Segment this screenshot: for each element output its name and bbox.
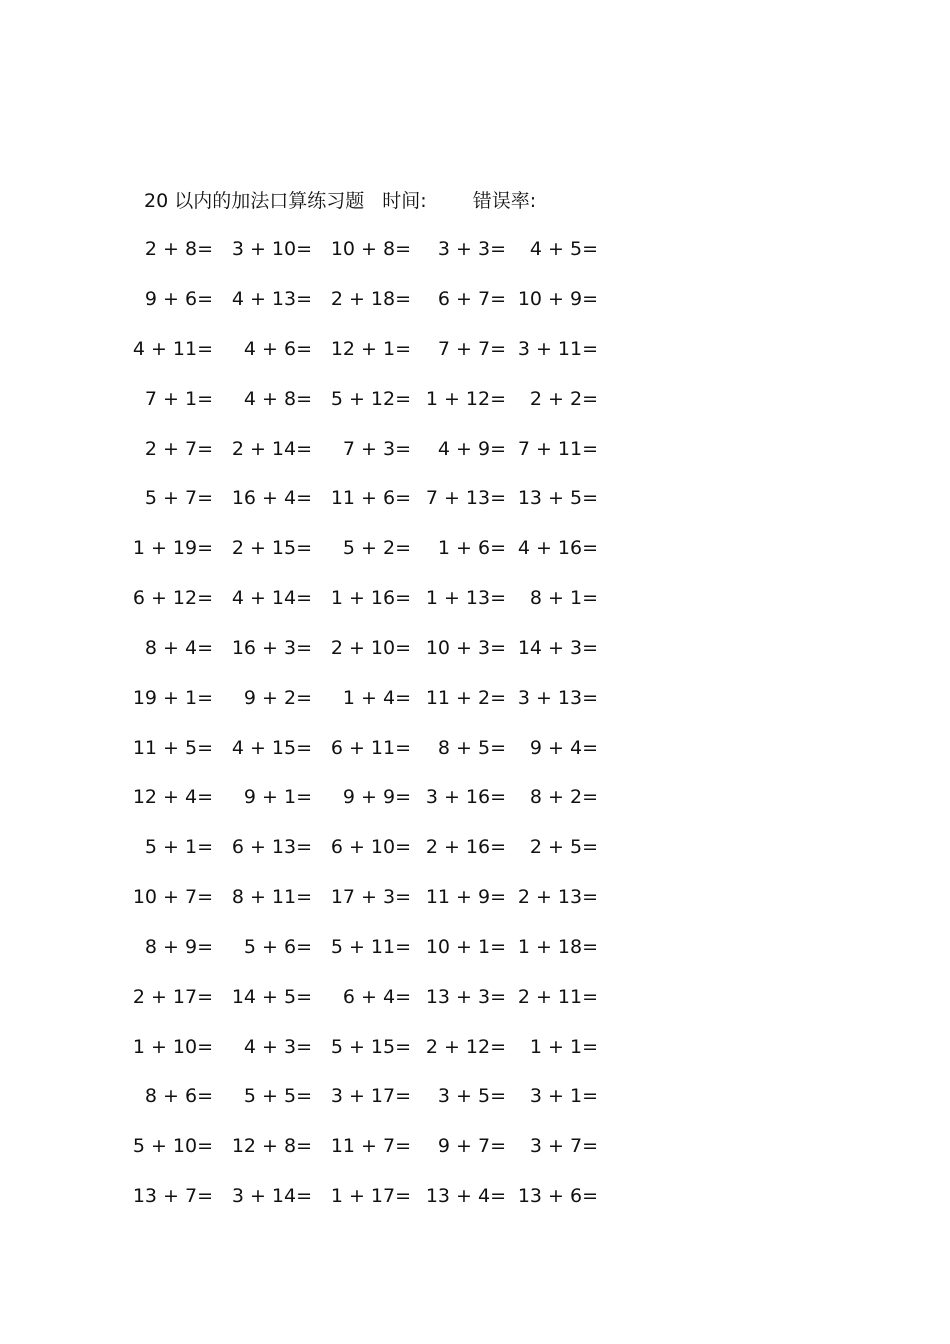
problem-item: 2 + 5= — [529, 836, 598, 858]
problem-item: 9 + 2= — [243, 687, 312, 709]
problem-item: 1 + 19= — [132, 537, 213, 559]
problem-item: 1 + 18= — [517, 936, 598, 958]
problem-item: 12 + 1= — [330, 338, 411, 360]
problem-item: 9 + 9= — [342, 786, 411, 808]
problem-item: 8 + 9= — [144, 936, 213, 958]
error-rate-label: 错误率: — [472, 190, 537, 212]
problem-row — [0, 1131, 950, 1161]
problem-row — [0, 1032, 950, 1062]
problem-item: 3 + 1= — [529, 1085, 598, 1107]
problem-item: 3 + 10= — [231, 238, 312, 260]
problem-item: 13 + 3= — [425, 986, 506, 1008]
problem-item: 3 + 3= — [437, 238, 506, 260]
problem-item: 4 + 11= — [132, 338, 213, 360]
problem-item: 3 + 13= — [517, 687, 598, 709]
problem-item: 16 + 4= — [231, 487, 312, 509]
problem-item: 4 + 14= — [231, 587, 312, 609]
problem-item: 10 + 3= — [425, 637, 506, 659]
problem-item: 2 + 10= — [330, 637, 411, 659]
time-label: 时间: — [382, 190, 427, 212]
problem-item: 1 + 6= — [437, 537, 506, 559]
problem-item: 2 + 2= — [529, 388, 598, 410]
problem-row — [0, 683, 950, 713]
problem-row — [0, 284, 950, 314]
problem-item: 3 + 5= — [437, 1085, 506, 1107]
problem-item: 17 + 3= — [330, 886, 411, 908]
problem-item: 8 + 4= — [144, 637, 213, 659]
problem-row — [0, 633, 950, 663]
problem-item: 8 + 6= — [144, 1085, 213, 1107]
problem-item: 11 + 7= — [330, 1135, 411, 1157]
problem-item: 1 + 13= — [425, 587, 506, 609]
problem-row — [0, 832, 950, 862]
problem-item: 8 + 2= — [529, 786, 598, 808]
problem-item: 6 + 4= — [342, 986, 411, 1008]
problem-item: 4 + 3= — [243, 1036, 312, 1058]
problem-item: 10 + 8= — [330, 238, 411, 260]
problem-item: 2 + 12= — [425, 1036, 506, 1058]
problem-item: 5 + 10= — [132, 1135, 213, 1157]
problem-item: 2 + 14= — [231, 438, 312, 460]
problem-item: 1 + 4= — [342, 687, 411, 709]
problem-item: 9 + 6= — [144, 288, 213, 310]
problem-item: 7 + 1= — [144, 388, 213, 410]
problem-row — [0, 882, 950, 912]
problem-item: 8 + 1= — [529, 587, 598, 609]
problem-item: 7 + 7= — [437, 338, 506, 360]
problem-row — [0, 334, 950, 364]
problem-item: 2 + 11= — [517, 986, 598, 1008]
problem-item: 7 + 13= — [425, 487, 506, 509]
problem-item: 6 + 10= — [330, 836, 411, 858]
problem-item: 12 + 4= — [132, 786, 213, 808]
problem-item: 5 + 12= — [330, 388, 411, 410]
problem-item: 10 + 7= — [132, 886, 213, 908]
problem-item: 13 + 4= — [425, 1185, 506, 1207]
problem-row — [0, 533, 950, 563]
problem-row — [0, 782, 950, 812]
problem-row — [0, 982, 950, 1012]
problem-item: 13 + 5= — [517, 487, 598, 509]
problem-item: 10 + 9= — [517, 288, 598, 310]
problem-item: 7 + 3= — [342, 438, 411, 460]
problem-item: 1 + 1= — [529, 1036, 598, 1058]
problem-item: 4 + 16= — [517, 537, 598, 559]
problem-item: 14 + 3= — [517, 637, 598, 659]
problem-row — [0, 733, 950, 763]
problem-item: 11 + 6= — [330, 487, 411, 509]
problem-item: 4 + 9= — [437, 438, 506, 460]
problem-item: 12 + 8= — [231, 1135, 312, 1157]
problem-item: 2 + 18= — [330, 288, 411, 310]
problem-row — [0, 434, 950, 464]
problem-item: 5 + 15= — [330, 1036, 411, 1058]
worksheet-title: 20 以内的加法口算练习题 — [144, 190, 365, 212]
problem-item: 2 + 16= — [425, 836, 506, 858]
problem-item: 6 + 12= — [132, 587, 213, 609]
problem-item: 1 + 16= — [330, 587, 411, 609]
problem-item: 1 + 10= — [132, 1036, 213, 1058]
problem-item: 10 + 1= — [425, 936, 506, 958]
problem-item: 5 + 7= — [144, 487, 213, 509]
problem-item: 8 + 5= — [437, 737, 506, 759]
problem-row — [0, 234, 950, 264]
problem-row — [0, 483, 950, 513]
problem-item: 2 + 8= — [144, 238, 213, 260]
problem-item: 4 + 13= — [231, 288, 312, 310]
problem-item: 9 + 1= — [243, 786, 312, 808]
problem-item: 1 + 12= — [425, 388, 506, 410]
problem-item: 2 + 15= — [231, 537, 312, 559]
problem-row — [0, 1181, 950, 1211]
problem-item: 11 + 9= — [425, 886, 506, 908]
problem-item: 3 + 16= — [425, 786, 506, 808]
problem-row — [0, 1081, 950, 1111]
problem-row — [0, 384, 950, 414]
problem-item: 3 + 17= — [330, 1085, 411, 1107]
problem-item: 2 + 17= — [132, 986, 213, 1008]
problem-item: 3 + 7= — [529, 1135, 598, 1157]
problem-item: 9 + 7= — [437, 1135, 506, 1157]
problem-item: 2 + 13= — [517, 886, 598, 908]
problem-item: 4 + 15= — [231, 737, 312, 759]
problem-item: 6 + 7= — [437, 288, 506, 310]
problem-item: 13 + 6= — [517, 1185, 598, 1207]
problem-item: 2 + 7= — [144, 438, 213, 460]
problem-item: 1 + 17= — [330, 1185, 411, 1207]
problem-item: 5 + 5= — [243, 1085, 312, 1107]
problem-row — [0, 583, 950, 613]
problem-item: 9 + 4= — [529, 737, 598, 759]
problem-row — [0, 932, 950, 962]
problem-item: 14 + 5= — [231, 986, 312, 1008]
problem-item: 19 + 1= — [132, 687, 213, 709]
problem-item: 8 + 11= — [231, 886, 312, 908]
problem-item: 16 + 3= — [231, 637, 312, 659]
problem-item: 3 + 11= — [517, 338, 598, 360]
problem-item: 3 + 14= — [231, 1185, 312, 1207]
problem-item: 6 + 13= — [231, 836, 312, 858]
problem-item: 7 + 11= — [517, 438, 598, 460]
problem-item: 5 + 1= — [144, 836, 213, 858]
problem-item: 5 + 6= — [243, 936, 312, 958]
problem-item: 13 + 7= — [132, 1185, 213, 1207]
problem-item: 6 + 11= — [330, 737, 411, 759]
problem-item: 11 + 2= — [425, 687, 506, 709]
problem-item: 5 + 11= — [330, 936, 411, 958]
problem-item: 4 + 8= — [243, 388, 312, 410]
problem-item: 4 + 5= — [529, 238, 598, 260]
problem-item: 11 + 5= — [132, 737, 213, 759]
problem-item: 4 + 6= — [243, 338, 312, 360]
problem-item: 5 + 2= — [342, 537, 411, 559]
